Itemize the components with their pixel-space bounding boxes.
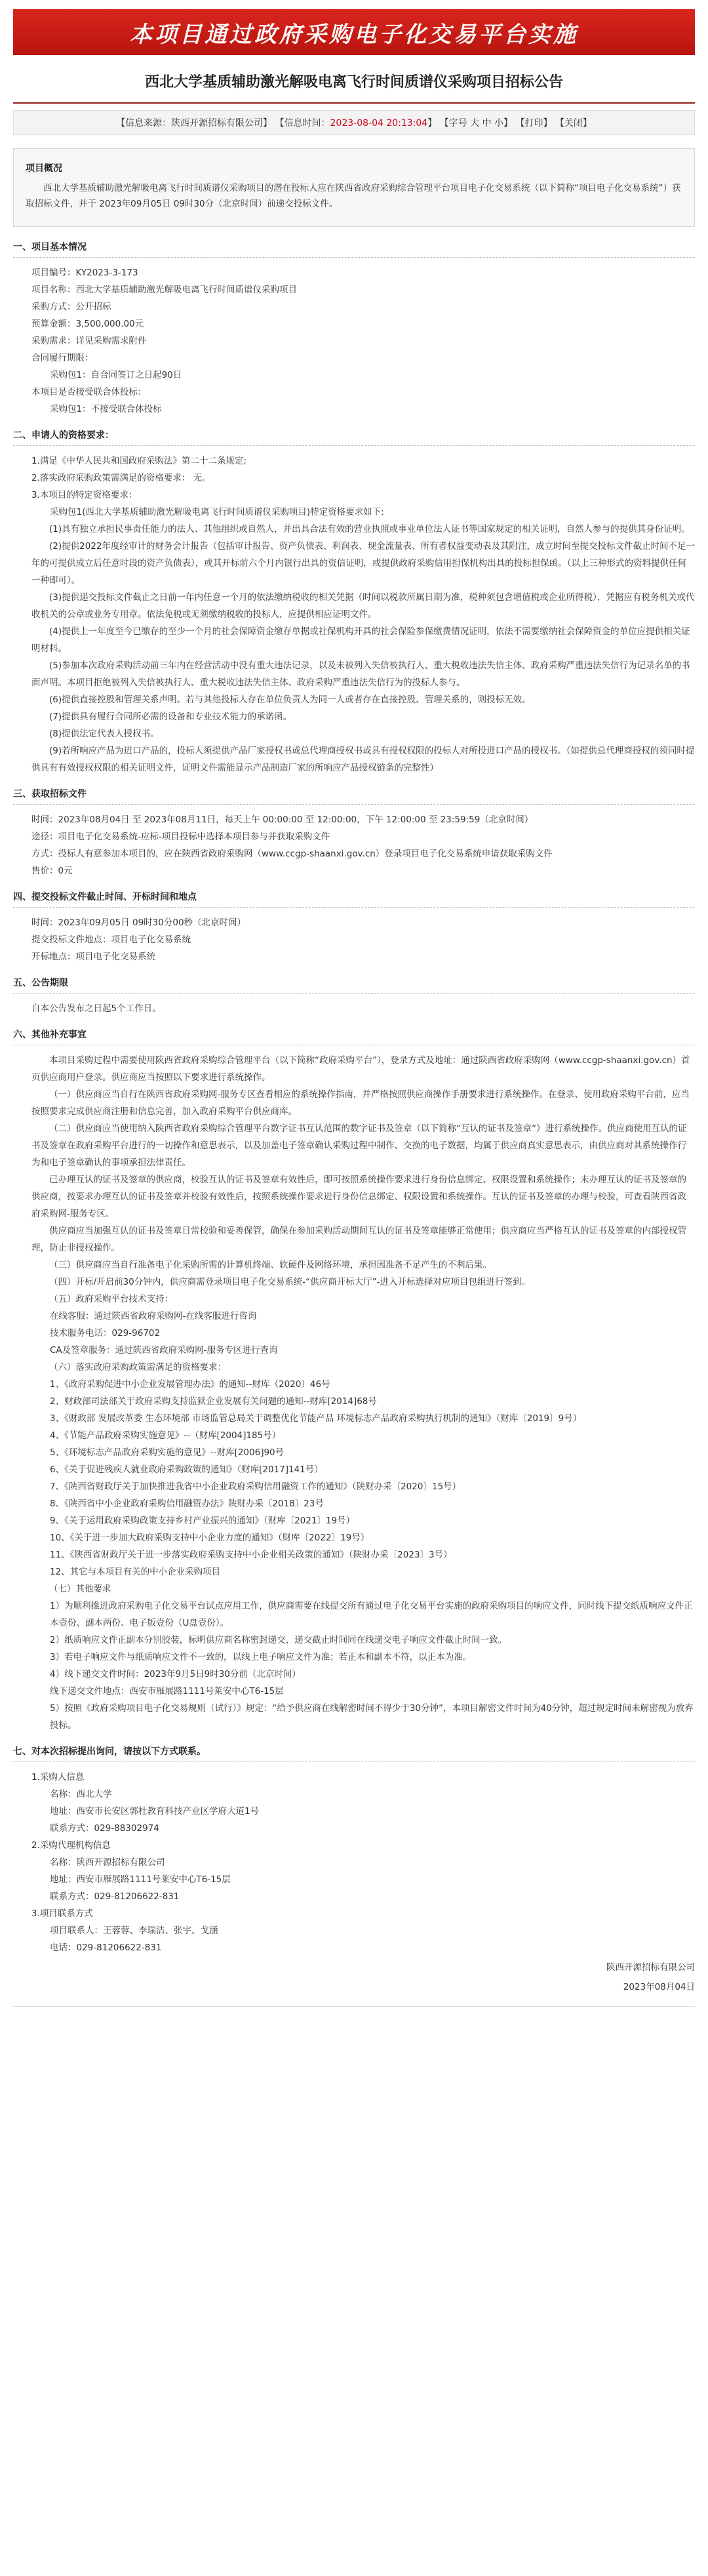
section-divider — [13, 1761, 695, 1762]
agency-name: 名称：陕西开源招标有限公司 — [50, 1857, 165, 1868]
supplement-paragraph: 已办理互认的证书及签章的供应商，校验互认的证书及签章有效性后，即可按照系统操作要求进行身份信息绑定、权限设置和系统操作；未办理互认的证书及签章的供应商，按要求办理互认的证书及签章并校验有效性后，按照系统操作要求进行身份信息绑定、权限设置和系统操作。互认的证书及签章的办理与校验，可查看陕西省政府采购网-服务专区。 — [31, 1175, 686, 1219]
notice-period: 自本公告发布之日起5个工作日。 — [31, 1003, 161, 1014]
qualification-item: (2)提供2022年度经审计的财务会计报告（包括审计报告、资产负债表、利润表、现金流量表、所有者权益变动表及其附注，成立时间至提交投标文件截止时间不足一年的可提供成立后任意时段的资产负债表），或其开标前六个月内银行出具的资信证明，或提供政府采购信用担保机构出具的投标担保函。（以上三种形式的资料提供任何一种即可）。 — [31, 541, 695, 586]
opening-location: 开标地点：项目电子化交易系统 — [31, 952, 155, 962]
supplement-paragraph: 12、其它与本项目有关的中小企业采购项目 — [50, 1567, 221, 1577]
basic-info-line: 本项目是否接受联合体投标： — [31, 387, 147, 397]
deadline-time: 时间：2023年09月05日 09时30分00秒（北京时间） — [31, 917, 246, 928]
section-divider — [13, 804, 695, 805]
supplement-paragraph: 10、《关于进一步加大政府采购支持中小企业力度的通知》（财库〔2022〕19号） — [50, 1533, 370, 1543]
supplement-paragraph: 线下递交文件地点：西安市雁展路1111号莱安中心T6-15层 — [50, 1686, 284, 1697]
print-link[interactable]: 【打印】 — [515, 118, 553, 129]
basic-info-line: 合同履行期限： — [31, 353, 94, 363]
supplement-paragraph: 8、《陕西省中小企业政府采购信用融资办法》陕财办采〔2018〕23号 — [50, 1499, 324, 1509]
page-title: 西北大学基质辅助激光解吸电离飞行时间质谱仪采购项目招标公告 — [144, 74, 563, 91]
purchaser-heading: 1.采购人信息 — [31, 1772, 85, 1782]
supplement-paragraph: 本项目采购过程中需要使用陕西省政府采购综合管理平台（以下简称“政府采购平台”），登录方式及地址：通过陕西省政府采购网（www.ccgp-shaanxi.gov.cn）首页供应商用户登录。供应商应当按照以下要求进行系统操作。 — [31, 1055, 690, 1083]
section-heading: 六、其他补充事宜 — [13, 1030, 87, 1040]
supplement-paragraph: 在线客服：通过陕西省政府采购网-在线客服进行咨询 — [50, 1311, 257, 1321]
footer-divider — [13, 2006, 695, 2007]
font-size-control[interactable]: 【字号 大 中 小】 — [439, 118, 513, 129]
supplement-paragraph: 技术服务电话：029-96702 — [50, 1328, 161, 1338]
basic-info-line: 预算金额：3,500,000.00元 — [31, 319, 144, 329]
supplement-paragraph: 4）线下递交文件时间：2023年9月5日9时30分前（北京时间） — [50, 1669, 301, 1680]
section-divider — [13, 445, 695, 446]
supplement-paragraph: CA及签章服务：通过陕西省政府采购网-服务专区进行查询 — [50, 1345, 278, 1356]
supplement-paragraph: 5、《环境标志产品政府采购实施的意见》--财库[2006]90号 — [50, 1447, 285, 1458]
section-divider — [13, 257, 695, 258]
section-divider — [13, 907, 695, 908]
basic-info-line: 采购方式：公开招标 — [31, 302, 111, 312]
section-heading: 一、项目基本情况 — [13, 242, 87, 252]
info-time-close: 】 — [427, 118, 437, 129]
info-time-value: 2023-08-04 20:13:04 — [330, 118, 428, 129]
agency-heading: 2.采购代理机构信息 — [31, 1840, 111, 1851]
qualification-item: (8)提供法定代表人授权书。 — [49, 729, 159, 739]
obtain-method: 方式：投标人有意参加本项目的，应在陕西省政府采购网（www.ccgp-shaanxi.gov.cn）登录项目电子化交易系统申请获取采购文件 — [31, 849, 553, 859]
basic-info-line: 项目编号：KY2023-3-173 — [31, 268, 138, 278]
supplement-paragraph: 2）纸质响应文件正副本分别胶装，标明供应商名称密封递交，递交截止时间同在线递交电子响应文件截止时间一致。 — [50, 1635, 507, 1645]
info-source: 【信息来源：陕西开源招标有限公司】 — [116, 118, 273, 129]
qualification-item: (9)若所响应产品为进口产品的，投标人须提供产品厂家授权书或总代理商授权书或具有授权权限的投标人对所投进口产品的授权书。（如提供总代理商授权的须同时提供具有有效授权权限的相关证明文件，证明文件需能显示产品制造厂家的所响应产品授权链条的完整性） — [31, 746, 695, 773]
basic-info-line: 采购包1：自合同签订之日起90日 — [50, 370, 182, 380]
section-heading: 四、提交投标文件截止时间、开标时间和地点 — [13, 892, 197, 902]
agency-phone: 联系方式：029-81206622-831 — [50, 1891, 180, 1902]
supplement-paragraph: 供应商应当加强互认的证书及签章日常校验和妥善保管，确保在参加采购活动期间互认的证书及签章能够正常使用；供应商应当严格互认的证书及签章的内部授权管理，防止非授权操作。 — [31, 1226, 686, 1253]
supplement-paragraph: 7、《陕西省财政厅关于加快推进我省中小企业政府采购信用融资工作的通知》（陕财办采〔2020〕15号） — [50, 1481, 462, 1492]
supplement-paragraph: 6、《关于促进残疾人就业政府采购政策的通知》（财库[2017]141号） — [50, 1464, 323, 1475]
qualification-item: 2.落实政府采购政策需满足的资格要求： 无。 — [31, 473, 211, 483]
supplement-paragraph: 4、《节能产品政府采购实施意见》--（财库[2004]185号） — [50, 1430, 281, 1441]
info-time-label: 【信息时间： — [275, 118, 330, 129]
obtain-price: 售价：0元 — [31, 866, 73, 876]
close-link[interactable]: 【关闭】 — [555, 118, 592, 129]
section-heading: 二、申请人的资格要求： — [13, 430, 114, 441]
supplement-paragraph: 3、《财政部 发展改革委 生态环境部 市场监管总局关于调整优化节能产品 环境标志产品政府采购执行机制的通知》（财库〔2019〕9号） — [50, 1413, 582, 1424]
supplement-paragraph: 2、财政部司法部关于政府采购支持监狱企业发展有关问题的通知--财库[2014]68号 — [50, 1396, 377, 1407]
supplement-paragraph: 3）若电子响应文件与纸质响应文件不一致的，以线上电子响应文件为准；若正本和副本不符，以正本为准。 — [50, 1652, 472, 1662]
info-bar — [13, 110, 695, 135]
supplement-paragraph: 1）为顺利推进政府采购电子化交易平台试点应用工作，供应商需要在线提交所有通过电子化交易平台实施的政府采购项目的响应文件，同时线下提交纸质响应文件正本壹份、副本两份、电子版壹份（U盘壹份）。 — [50, 1601, 693, 1628]
banner: 本项目通过政府采购电子化交易平台实施 — [13, 9, 695, 55]
signoff-date: 2023年08月04日 — [623, 1982, 695, 1992]
obtain-time: 时间：2023年08月04日 至 2023年08月11日，每天上午 00:00:00 至 12:00:00，下午 12:00:00 至 23:59:59（北京时间） — [31, 815, 534, 825]
contact-heading: 3.项目联系方式 — [31, 1908, 93, 1919]
section-heading: 五、公告期限 — [13, 978, 68, 988]
qualification-item: (5)参加本次政府采购活动前三年内在经营活动中没有重大违法记录，以及未被列入失信被执行人、重大税收违法失信主体、政府采购严重违法失信行为记录名单的书面声明。本项目拒绝被列入失信被执行人、重大税收违法失信主体、政府采购严重违法失信行为的投标人参与。 — [31, 660, 690, 688]
basic-info-line: 采购包1：不接受联合体投标 — [50, 404, 162, 414]
agency-address: 地址：西安市雁展路1111号莱安中心T6-15层 — [50, 1874, 231, 1885]
qualification-item: 采购包1(西北大学基质辅助激光解吸电离飞行时间质谱仪采购项目)特定资格要求如下: — [50, 507, 384, 517]
overview-box — [13, 148, 695, 227]
purchaser-name: 名称：西北大学 — [50, 1789, 112, 1800]
purchaser-address: 地址：西安市长安区郭杜教育科技产业区学府大道1号 — [50, 1806, 260, 1817]
supplement-paragraph: （四）开标/开启前30分钟内，供应商需登录项目电子化交易系统-“供应商开标大厅”-进入开标选择对应项目包组进行签到。 — [49, 1277, 530, 1287]
supplement-paragraph: 5）按照《政府采购项目电子化交易规则（试行）》规定：“给予供应商在线解密时间不得少于30分钟”，本项目解密文件时间为40分钟，超过规定时间未解密视为放弃投标。 — [50, 1703, 694, 1731]
purchaser-phone: 联系方式：029-88302974 — [50, 1823, 159, 1834]
qualification-item: (1)具有独立承担民事责任能力的法人、其他组织或自然人，并出具合法有效的营业执照或事业单位法人证书等国家规定的相关证明，自然人参与的提供其身份证明。 — [49, 524, 690, 534]
qualification-item: (6)提供直接控股和管理关系声明。若与其他投标人存在单位负责人为同一人或者存在直接控股、管理关系的，则投标无效。 — [49, 694, 531, 705]
supplement-paragraph: （七）其他要求 — [49, 1584, 111, 1594]
announcement-body — [13, 239, 695, 1996]
obtain-route: 途径：项目电子化交易系统-应标-项目投标中选择本项目参与并获取采购文件 — [31, 832, 330, 842]
section-divider — [13, 993, 695, 994]
submit-location: 提交投标文件地点：项目电子化交易系统 — [31, 935, 191, 945]
section-heading: 七、对本次招标提出询问，请按以下方式联系。 — [13, 1746, 206, 1757]
basic-info-line: 采购需求：详见采购需求附件 — [31, 336, 147, 346]
supplement-paragraph: 11、《陕西省财政厅关于进一步落实政府采购支持中小企业相关政策的通知》（陕财办采〔2023〕3号） — [50, 1550, 452, 1560]
supplement-paragraph: （六）落实政府采购政策需满足的资格要求： — [49, 1362, 226, 1373]
supplement-paragraph: 1、《政府采购促进中小企业发展管理办法》的通知--财库（2020）46号 — [50, 1379, 330, 1390]
overview-heading: 项目概况 — [26, 163, 62, 174]
qualification-item: (7)提供具有履行合同所必需的设备和专业技术能力的承诺函。 — [49, 712, 292, 722]
supplement-paragraph: 9、《关于运用政府采购政策支持乡村产业振兴的通知》（财库〔2021〕19号） — [50, 1516, 355, 1526]
supplement-paragraph: （二）供应商应当使用纳入陕西省政府采购综合管理平台数字证书互认范围的数字证书及签章（以下简称“互认的证书及签章”）进行系统操作。供应商使用互认的证书及签章在政府采购平台进行的一切操作和意思表示，以及加盖电子签章确认采购过程中制作、交换的电子数据，均属于供应商真实意思表示，由供应商对其系统操作行为和电子签章确认的事项承担法律责任。 — [31, 1123, 687, 1168]
basic-info-line: 项目名称：西北大学基质辅助激光解吸电离飞行时间质谱仪采购项目 — [31, 285, 297, 295]
title-divider — [13, 102, 695, 104]
signoff-company: 陕西开源招标有限公司 — [606, 1962, 695, 1973]
contact-people: 项目联系人：王蓉蓉、李瑞洁、张宇、戈涵 — [50, 1925, 218, 1936]
section-heading: 三、获取招标文件 — [13, 789, 87, 799]
qualification-item: (4)提供上一年度至今已缴存的至少一个月的社会保障资金缴存单据或社保机构开具的社会保险参保缴费情况证明，依法不需要缴纳社会保障资金的单位应提供相关证明材料。 — [31, 626, 690, 654]
contact-phone: 电话：029-81206622-831 — [50, 1942, 162, 1953]
supplement-paragraph: （三）供应商应当自行准备电子化采购所需的计算机终端、软硬件及网络环境，承担因准备不足产生的不利后果。 — [49, 1260, 492, 1270]
qualification-item: 1.满足《中华人民共和国政府采购法》第二十二条规定; — [31, 456, 246, 466]
qualification-item: (3)提供递交投标文件截止之日前一年内任意一个月的依法缴纳税收的相关凭据（时间以税款所属日期为准，税种须包含增值税或企业所得税），凭据应有税务机关或代收机关的公章或业务专用章。依法免税或无须缴纳税收的投标人，应提供相应证明文件。 — [31, 592, 695, 620]
supplement-paragraph: （一）供应商应当自行在陕西省政府采购网-服务专区查看相应的系统操作指南，并严格按照供应商操作手册要求进行系统操作。在登录、使用政府采购平台前，应当按照要求完成供应商注册和信息完善，加入政府采购平台供应商库。 — [31, 1089, 690, 1117]
supplement-paragraph: （五）政府采购平台技术支持： — [49, 1294, 173, 1304]
qualification-item: 3.本项目的特定资格要求： — [31, 490, 138, 500]
overview-body: 西北大学基质辅助激光解吸电离飞行时间质谱仪采购项目的潜在投标人应在陕西省政府采购综合管理平台项目电子化交易系统（以下简称“项目电子化交易系统”）获取招标文件，并于 2023年09月05日 09时30分（北京时间）前递交投标文件。 — [26, 183, 681, 209]
